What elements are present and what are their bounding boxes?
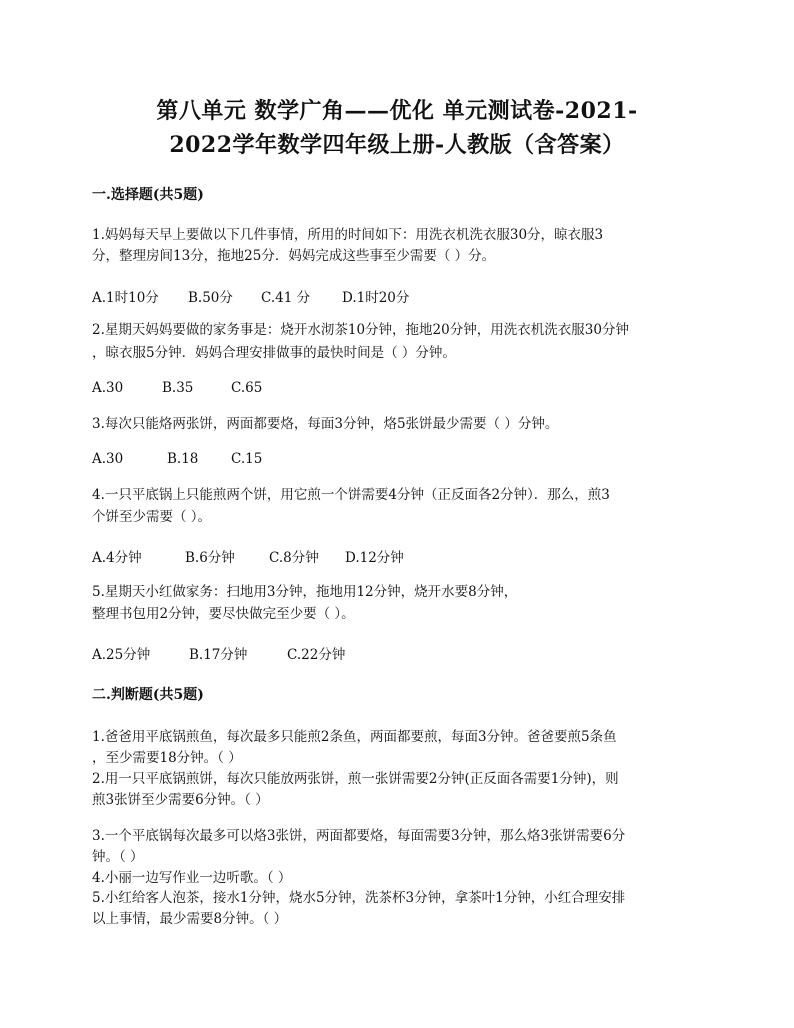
question-4-text-line-1: 4.一只平底锅上只能煎两个饼，用它煎一个饼需要4分钟（正反面各2分钟）．那么，煎3 bbox=[92, 487, 610, 503]
question-2-text-line-1: 2.星期天妈妈要做的家务事是：烧开水沏茶10分钟，拖地20分钟，用洗衣机洗衣服30分钟 bbox=[92, 322, 629, 338]
judgement-5-text-line-1: 5.小红给客人泡茶，接水1分钟，烧水5分钟，洗茶杯3分钟，拿茶叶1分钟，小红合理安排 bbox=[92, 890, 626, 906]
option-a: A.4分钟 bbox=[92, 550, 142, 566]
option-c: C.8分钟 bbox=[269, 550, 319, 566]
question-2-text-line-2: ，晾衣服5分钟．妈妈合理安排做事的最快时间是（ ）分钟。 bbox=[92, 345, 456, 361]
question-4-options bbox=[92, 546, 404, 566]
option-b: B.35 bbox=[162, 380, 194, 396]
question-5-options bbox=[92, 643, 345, 663]
option-a: A.30 bbox=[92, 451, 124, 467]
option-c: C.15 bbox=[231, 451, 263, 467]
judgement-2-text-line-2: 煎3张饼至少需要6分钟。（ ） bbox=[92, 792, 269, 808]
question-3-text-line-1: 3.每次只能烙两张饼，两面都要烙，每面3分钟，烙5张饼最少需要（ ）分钟。 bbox=[92, 416, 559, 432]
option-c: C.22分钟 bbox=[287, 647, 346, 663]
document-title-line-2: 2022学年数学四年级上册-人教版（含答案） bbox=[169, 132, 625, 158]
option-c: C.41 分 bbox=[261, 290, 311, 306]
judgement-5-text-line-2: 以上事情，最少需要8分钟。（ ） bbox=[92, 911, 288, 927]
section-heading-choice: 一.选择题(共5题) bbox=[92, 187, 204, 203]
judgement-1-text-line-1: 1.爸爸用平底锅煎鱼，每次最多只能煎2条鱼，两面都要煎，每面3分钟。爸爸要煎5条鱼 bbox=[92, 729, 617, 745]
option-d: D.1时20分 bbox=[342, 290, 410, 306]
question-2-options bbox=[92, 380, 262, 396]
question-1-text-line-2: 分，整理房间13分，拖地25分．妈妈完成这些事至少需要（ ）分。 bbox=[92, 248, 496, 264]
question-3-options bbox=[92, 451, 262, 467]
question-4-text-line-2: 个饼至少需要（ ）。 bbox=[92, 509, 212, 525]
option-b: B.6分钟 bbox=[185, 550, 235, 566]
judgement-3-text-line-2: 钟。（ ） bbox=[92, 849, 144, 865]
question-1-text-line-1: 1.妈妈每天早上要做以下几件事情，所用的时间如下：用洗衣机洗衣服30分，晾衣服3 bbox=[92, 227, 604, 243]
option-a: A.30 bbox=[92, 380, 124, 396]
question-5-text-line-1: 5.星期天小红做家务：扫地用3分钟，拖地用12分钟，烧开水要8分钟， bbox=[92, 584, 518, 600]
option-d: D.12分钟 bbox=[345, 550, 404, 566]
option-a: A.1时10分 bbox=[92, 290, 159, 306]
option-b: B.50分 bbox=[188, 290, 233, 306]
section-heading-judgement: 二.判断题(共5题) bbox=[92, 687, 204, 703]
judgement-2-text-line-1: 2.用一只平底锅煎饼，每次只能放两张饼，煎一张饼需要2分钟(正反面各需要1分钟)，则 bbox=[92, 771, 619, 787]
question-1-options bbox=[92, 286, 409, 306]
document-title-line-1: 第八单元 数学广角——优化 单元测试卷-2021- bbox=[156, 98, 638, 124]
option-c: C.65 bbox=[231, 380, 263, 396]
judgement-3-text-line-1: 3.一个平底锅每次最多可以烙3张饼，两面都要烙，每面需要3分钟，那么烙3张饼需要6分 bbox=[92, 828, 626, 844]
option-b: B.17分钟 bbox=[189, 647, 248, 663]
question-5-text-line-2: 整理书包用2分钟，要尽快做完至少要（ ）。 bbox=[92, 606, 355, 622]
option-a: A.25分钟 bbox=[92, 647, 151, 663]
option-b: B.18 bbox=[167, 451, 199, 467]
judgement-4-text: 4.小丽一边写作业一边听歌。（ ） bbox=[92, 870, 292, 886]
judgement-1-text-line-2: ，至少需要18分钟。（ ） bbox=[92, 750, 242, 766]
